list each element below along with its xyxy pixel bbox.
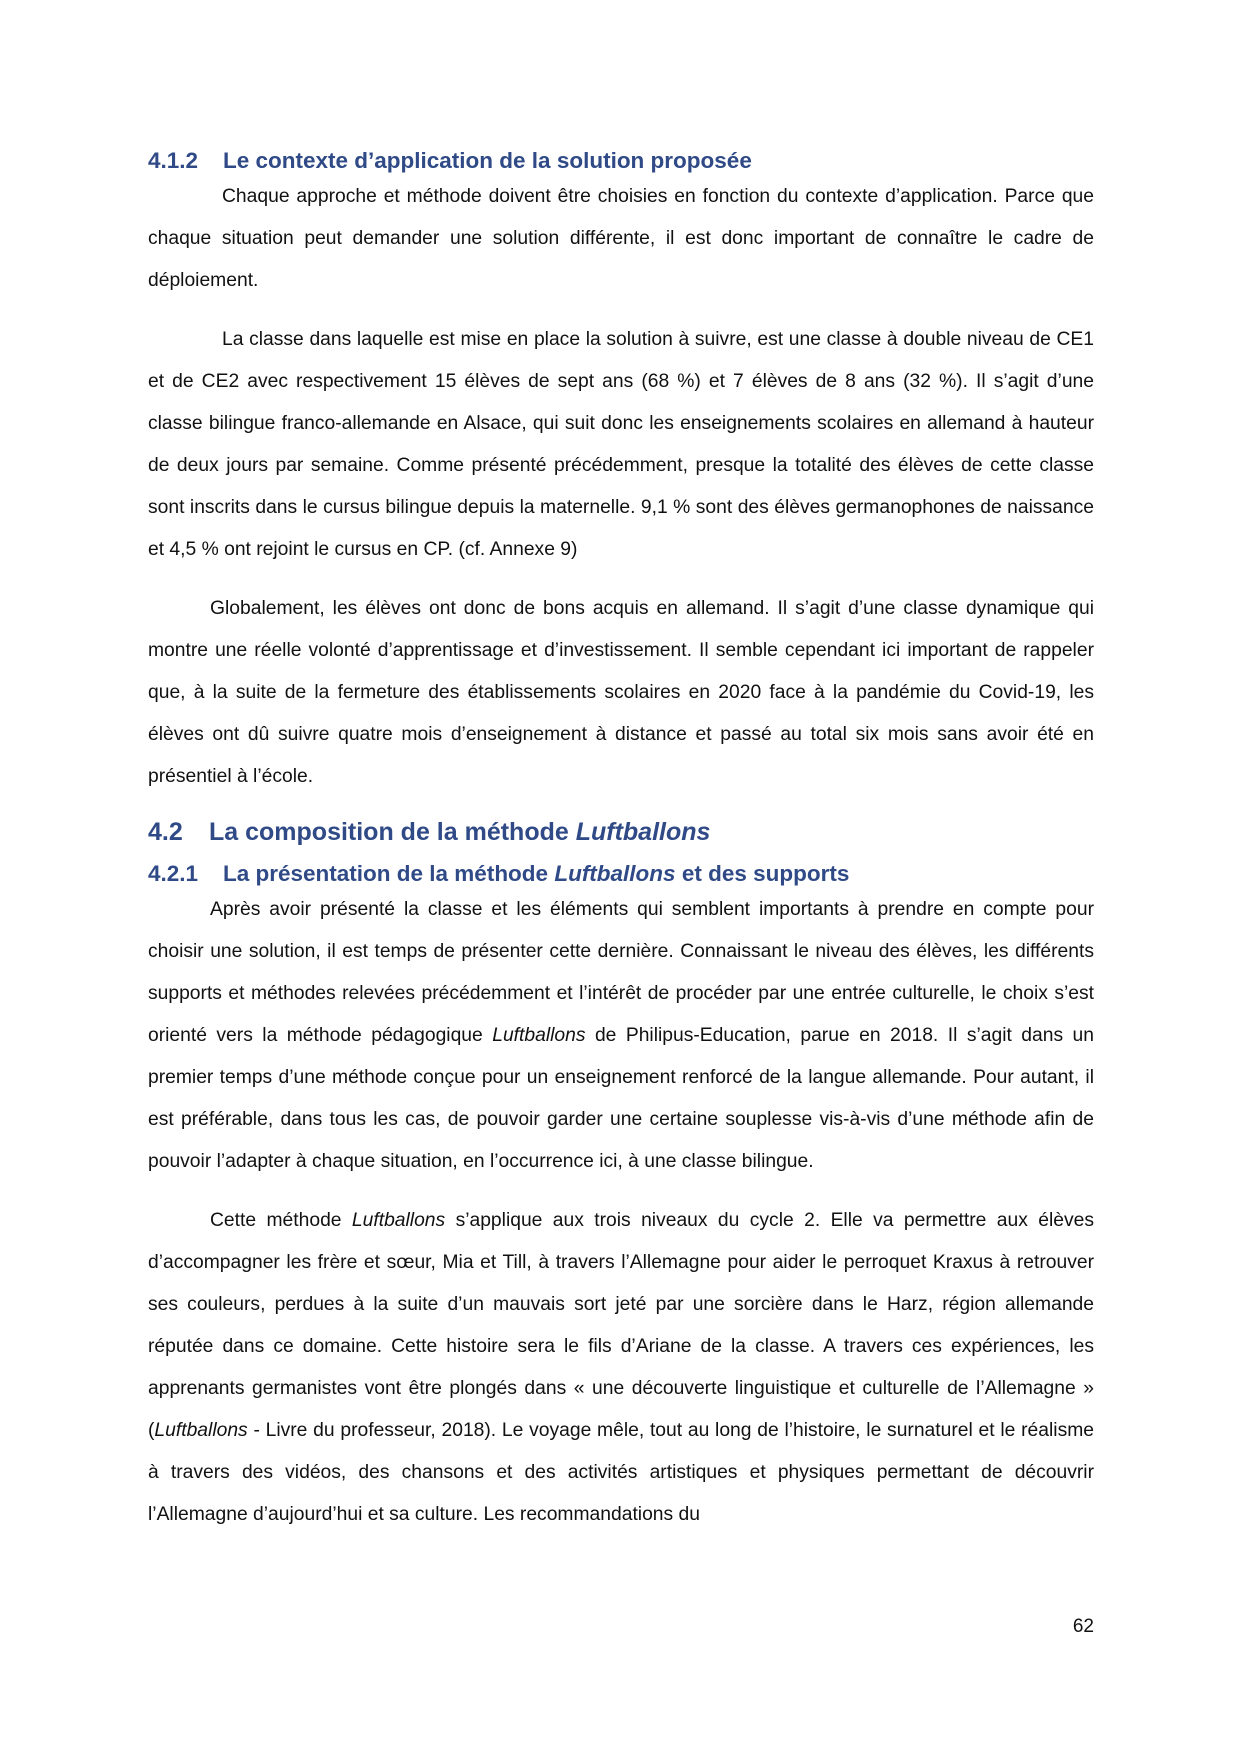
paragraph-1: Chaque approche et méthode doivent être choisies en fonction du contexte d’application. Parce que chaque situation peut demander une solution différente, il est donc important de connaître le cadre de déploiement. [148, 186, 1094, 291]
title-italic-text: Luftballons [575, 818, 711, 846]
title-text: La composition de la méthode [209, 818, 576, 846]
paragraph-3: Globalement, les élèves ont donc de bons acquis en allemand. Il s’agit d’une classe dynamique qui montre une réelle volonté d’apprentissage et d’investissement. Il semble cependant ici important de rappeler que, à la suite de la fermeture des établissements scolaires en 2020 face à la pandémie du Covid-19, les élèves ont dû suivre quatre mois d’enseignement à distance et passé au total six mois sans avoir été en présentiel à l’école. [148, 598, 1094, 787]
text-run: Cette méthode [210, 1210, 352, 1231]
italic-run: Luftballons [492, 1025, 586, 1046]
paragraph-2: La classe dans laquelle est mise en place la solution à suivre, est une classe à double niveau de CE1 et de CE2 avec respectivement 15 élèves de sept ans (68 %) et 7 élèves de 8 ans (32 %). Il s’agit d’une classe bilingue franco-allemande en Alsace, qui suit donc les enseignements scolaires en allemand à hauteur de deux jours par semaine. Comme présenté précédemment, presque la totalité des élèves de cette classe sont inscrits dans le cursus bilingue depuis la maternelle. 9,1 % sont des élèves germanophones de naissance et 4,5 % ont rejoint le cursus en CP. (cf. Annexe 9) [148, 329, 1094, 560]
title-italic-text: Luftballons [554, 861, 676, 886]
text-run: - Livre du professeur, 2018). Le voyage mêle, tout au long de l’histoire, le surnaturel et le réalisme à travers des vidéos, des chansons et des activités artistiques et physiques permettant de découvrir l’Allemagne d’aujourd’hui et sa culture. Les recommandations du [148, 1420, 1094, 1525]
section-title [223, 859, 849, 889]
paragraph-4 [148, 889, 1094, 1183]
section-number: 4.1.2 [148, 148, 199, 173]
text-run: de Philipus-Education, parue en 2018. Il s’agit dans un premier temps d’une méthode conçue pour un enseignement renforcé de la langue allemande. Pour autant, il est préférable, dans tous les cas, de pouvoir garder une certaine souplesse vis-à-vis d’une méthode afin de pouvoir l’adapter à chaque situation, en l’occurrence ici, à une classe bilingue. [148, 1025, 1094, 1172]
document-body [148, 146, 1094, 1536]
page-number: 62 [1072, 1616, 1094, 1637]
section-title [209, 815, 710, 849]
italic-run: Luftballons [154, 1420, 248, 1441]
section-heading-4-2-1 [148, 859, 1094, 889]
text-run: s’applique aux trois niveaux du cycle 2. Elle va permettre aux élèves d’accompagner les frère et sœur, Mia et Till, à travers l’Allemagne pour aider le perroquet Kraxus à retrouver ses couleurs, perdues à la suite d’un mauvais sort jeté par une sorcière dans le Harz, région allemande réputée dans ce domaine. Cette histoire sera le fils d’Ariane de la classe. A travers ces expériences, les apprenants germanistes vont être plongés dans « une découverte linguistique et culturelle de l’Allemagne » ( [148, 1210, 1094, 1441]
section-number: 4.2 [148, 818, 183, 846]
section-title: Le contexte d’application de la solution proposée [223, 148, 752, 173]
title-text: La présentation de la méthode [223, 861, 555, 886]
paragraph-5 [148, 1200, 1094, 1536]
section-heading-4-2 [148, 815, 1094, 849]
text-run: Après avoir présenté la classe et les éléments qui semblent importants à prendre en compte pour choisir une solution, il est temps de présenter cette dernière. Connaissant le niveau des élèves, les différents supports et méthodes relevées précédemment et l’intérêt de procéder par une entrée culturelle, le choix s’est orienté vers la méthode pédagogique [148, 899, 1094, 1046]
section-heading-4-1-2 [148, 146, 1094, 176]
italic-run: Luftballons [351, 1210, 446, 1231]
title-text: et des supports [675, 861, 850, 886]
section-number: 4.2.1 [148, 861, 199, 886]
